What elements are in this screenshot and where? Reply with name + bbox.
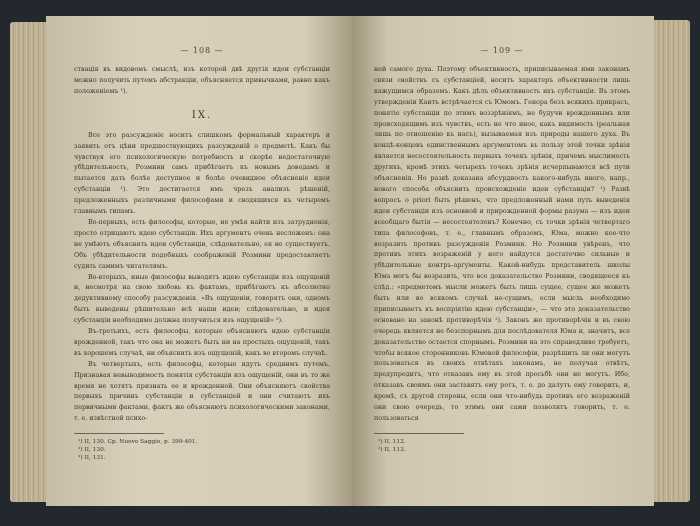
right-footnote-1: ¹) II, 112.: [378, 438, 406, 445]
left-footnote-3: ³) II, 131.: [78, 455, 106, 462]
left-footnote-rule: [74, 433, 164, 434]
left-paragraph-5: Въ четвертыхъ, есть философы, которые идутъ среднимъ путемъ. Признавая невыводимость понятія субстанціи изъ ощущеній, они въ то же время не хотятъ признать ее и врожденной. Они объясняютъ свойства первыхъ причинъ субстанціи и субстанціей и они считаютъ ихъ первичными фактами, фактъ же объясняютъ психологическими законами, т. е. извѣстной психо-: [74, 360, 330, 423]
right-footnote-2: ²) II, 113.: [378, 446, 406, 453]
left-paragraph-1: Все это разсужденіе носитъ слишкомъ формальный характеръ и заявить отъ цѣни предшествующихъ разсужденій о предметѣ. Какъ бы чувствуя его психологическую потребность и скорѣе недостаточную убѣдительность, Розмини самъ прибѣгаетъ къ новымъ доводамъ и пытается дать болѣе доступное и болѣе очевидное объясненіе идеи субстанціи ¹). Это достигается имъ чрезъ анализъ рѣшеній, предложенныхъ различными философами и сводящихся къ четыремъ главнымъ типамъ.: [74, 131, 330, 216]
left-paragraph-2: Во-первыхъ, есть философы, которые, не умѣя найти изъ затрудненія, просто отрицаютъ идею субстанціи. Ихъ аргументъ очень несложенъ: она не умѣютъ объяснить идеи субстанціи, слѣдовательно, ея не существуетъ. Объ убѣдительности подобныхъ соображеній Розмини предоставляетъ судить самимъ читателямъ.: [74, 218, 330, 270]
left-paragraph-3: Во-вторыхъ, иные философы выводятъ идею субстанціи изъ ощущеній и, несмотря на свою любовь къ фактамъ, прибѣгаютъ къ абсолютно дедуктивному способу разсужденія. «Въ ощущеніи, говорятъ они, одномъ быть выведены рѣшительно всѣ наши идеи; слѣдовательно, и идея субстанціи необходимо должна получиться изъ ощущеній» ²).: [74, 273, 330, 325]
right-page-edges: [650, 20, 690, 502]
left-page-number: — 108 —: [180, 46, 224, 55]
left-footnote-1: ¹) II, 130. Ср. Nuovo Saggio, p. 399-401.: [78, 439, 198, 446]
left-footnote-2: ²) II, 130.: [78, 447, 106, 454]
right-page: [352, 16, 654, 506]
right-footnote-rule: [374, 433, 464, 434]
right-page-number: — 109 —: [480, 46, 524, 55]
right-paragraph-1: ней самого духа. Поэтому объективность, приписываемая ими законамъ связи свойствъ съ субстанціей, носитъ характеръ объективности лишь кажущимся образомъ. Какъ дѣлъ объективность ихъ субстанціи. Въ этомъ утвержденіи Кантъ встрѣчается съ Юмомъ. Генора безъ всякихъ прикрасъ, понятіе субстанціи по этимъ воззрѣніямъ, не будучи врожденнымъ или происходящимъ изъ чувствъ, есть не что иное, какъ видимость (реальная лишь по отношенію къ насъ), вызываемая изъ природы нашего духа. Въ концѣ-концовъ единственнымъ аргументомъ въ пользу этой точки зрѣнія является несостоятельность первыхъ точекъ зрѣнія, причемъ мыслимость другихъ, кромѣ этихъ четырехъ точекъ зрѣнія исчерпываются всѣ пути объясненія. Но развѣ доказана абсурдность какого-нибудь иного, напр., новаго способа объяснить происхожденіе идеи субстанціи? ¹) Развѣ вопросъ о priori быть рѣшенъ, что предложенный нами путь выведенія идеи субстанціи изъ основной и прирожденной формы разума — изъ идеи всеобщаго бытія — несостоятеленъ? Конечно, съ точки зрѣнія четвертаго типа философовъ, т. е., главнымъ образомъ, Юма, можно кое-что возразить противъ разсужденія Розмини. Но Розмини увѣренъ, что противъ этихъ возраженій у него найдутся достаточно сильные и убѣдительные контръ-аргументы. Какой-нибудь представитель школы Юма могъ бы возразить, что все доказательство Розмини, сводящееся къ слѣд.: «предметомъ мысли можетъ быть лишь сущее, сущее же можетъ быть или во всякомъ случаѣ не-сущимъ, если мысль необходимо приписываетъ къ воспріятію идею субстанціи», — что это доказательство основано на законѣ противорѣчія ²). Законъ же противорѣчія и въ свою очередь является не безспорнымъ для послѣдователя Юма и, значитъ, все доказательство остается спорнымъ. Розмини на это справедливо требуетъ, чтобы всякое сторонниковъ Юмовой философіи, разрѣшить ли они могутъ пользоваться въ своихъ отвѣтахъ законамъ, не получая отвѣтъ, предупредитъ, что отказавъ ему въ этой просьбѣ они не могутъ. Ибо, отказавъ своимъ они заставятъ ему ротъ, т. е. до далутъ ему говорить, и, кромѣ, съ другой стороны, если они что-нибудь противъ его возраженій они свою очередь, то этимъ они сами позволятъ говорить, т. е. пользоваться: [374, 66, 630, 422]
left-page: [46, 16, 352, 506]
left-intro-paragraph: ствація въ видовомъ смыслѣ, изъ которой двѣ другія идеи субстанціи можно получить путемъ абстракціи, объясняется привычками, равно какъ положеніемъ ¹).: [74, 66, 330, 95]
section-heading: IX.: [191, 109, 213, 121]
left-paragraph-4: Въ-третьихъ, есть философы, которые объясняютъ идею субстанціи врожденной, такъ что она не можетъ быть ни на простыхъ ощущеній, такъ въ хорошемъ случаѣ, ни объяснить изъ ощущеній, какъ во второмъ случаѣ.: [74, 328, 330, 357]
